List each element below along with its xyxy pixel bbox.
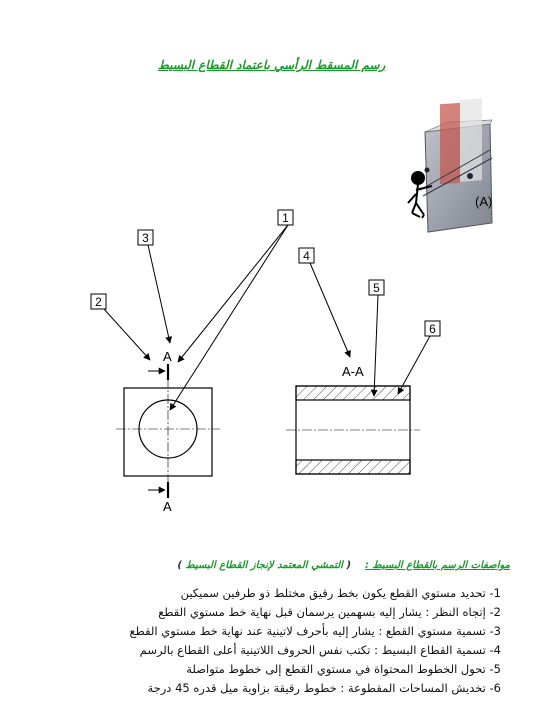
section-letter-bottom: A bbox=[163, 499, 172, 514]
callout-3 bbox=[138, 230, 153, 245]
svg-text:3: 3 bbox=[142, 231, 149, 245]
callout-1 bbox=[278, 210, 293, 225]
spec-subheading: التمشي المعتمد لإنجاز القطاع البسيط bbox=[185, 560, 343, 571]
svg-text:5: 5 bbox=[373, 281, 380, 295]
spec-item: 5- تحول الخطوط المحتواة في مستوي القطع إلى خطوط متواصلة bbox=[186, 662, 501, 676]
svg-text:2: 2 bbox=[95, 295, 102, 309]
spec-item: 2- إتجاه النظر : يشار إليه بسهمين يرسمان قبل نهاية خط مستوي القطع bbox=[158, 605, 501, 619]
svg-text:1: 1 bbox=[282, 211, 289, 225]
section-view bbox=[286, 364, 420, 474]
spec-list bbox=[130, 584, 501, 698]
callout-6 bbox=[425, 321, 440, 336]
spec-item: 4- تسمية القطاع البسيط : تكتب نفس الحروف اللاتينية أعلى القطاع بالرسم bbox=[139, 643, 501, 657]
section-label: A-A bbox=[342, 364, 364, 379]
callout-5 bbox=[369, 280, 384, 295]
svg-text:6: 6 bbox=[429, 322, 436, 336]
spec-item: 1- تحديد مستوي القطع يكون بخط رقيق مختلط ذو طرفين سميكين bbox=[180, 586, 501, 600]
perspective-illustration bbox=[408, 98, 492, 232]
page-title: رسم المسقط الرأسي باعتماد القطاع البسيط bbox=[157, 58, 386, 72]
view-label: (A) bbox=[475, 194, 493, 209]
spec-item: 6- تخديش المساحات المقطوعة : خطوط رقيقة بزاوية ميل قدره 45 درجة bbox=[147, 681, 501, 695]
spec-header: مواصفات الرسم بالقطاع البسيط : ( التمشي المعتمد لإنجاز القطاع البسيط ) bbox=[177, 560, 510, 571]
callout-4 bbox=[299, 248, 314, 263]
svg-text:4: 4 bbox=[303, 249, 310, 263]
section-letter-top: A bbox=[163, 349, 172, 364]
spec-heading: مواصفات الرسم بالقطاع البسيط : bbox=[364, 560, 510, 571]
leader-lines bbox=[104, 225, 430, 410]
front-view bbox=[116, 349, 220, 514]
callout-2 bbox=[91, 294, 106, 309]
spec-item: 3- تسمية مستوي القطع : يشار إليه بأحرف لاتينية عند نهاية خط مستوي القطع bbox=[129, 624, 501, 638]
